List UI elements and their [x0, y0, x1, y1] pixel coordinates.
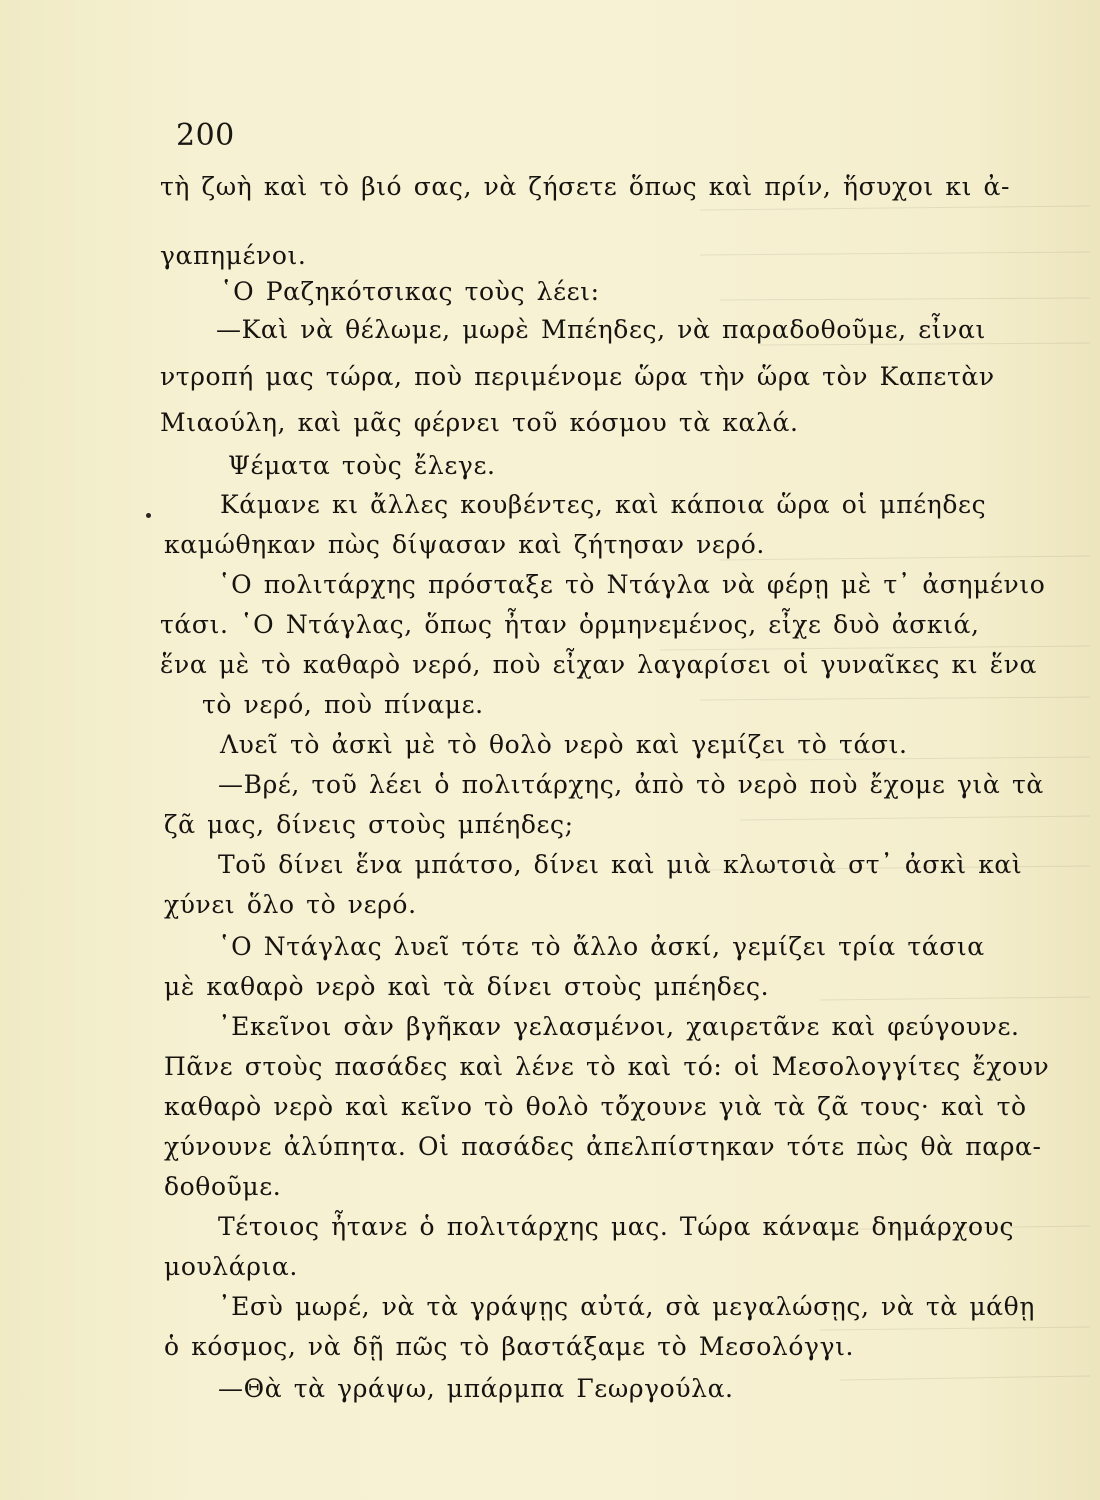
text-line: —Καὶ νὰ θέλωμε, μωρὲ Μπέηδες, νὰ παραδοθοῦμε, εἶναι — [216, 315, 986, 344]
page-number: 200 — [176, 118, 235, 153]
text-line: Τέτοιος ἦτανε ὁ πολιτάρχης μας. Τώρα κάναμε δημάρχους — [218, 1212, 1015, 1241]
text-line: ῾Ο πολιτάρχης πρόσταξε τὸ Ντάγλα νὰ φέρῃ μὲ τ᾽ ἀσημένιο — [218, 570, 1046, 599]
text-line: Τοῦ δίνει ἕνα μπάτσο, δίνει καὶ μιὰ κλωτσιὰ στ᾽ ἀσκὶ καὶ — [218, 850, 1023, 879]
text-line: γαπημένοι. — [160, 241, 307, 270]
ink-speck — [146, 513, 151, 518]
text-line: δοθοῦμε. — [164, 1172, 282, 1201]
text-line: καμώθηκαν πὼς δίψασαν καὶ ζήτησαν νερό. — [164, 530, 765, 559]
text-line: Μιαούλη, καὶ μᾶς φέρνει τοῦ κόσμου τὰ καλά. — [160, 408, 799, 437]
text-line: ἕνα μὲ τὸ καθαρὸ νερό, ποὺ εἶχαν λαγαρίσει οἱ γυναῖκες κι ἕνα — [160, 650, 1037, 679]
text-line: —Βρέ, τοῦ λέει ὁ πολιτάρχης, ἀπὸ τὸ νερὸ ποὺ ἔχομε γιὰ τὰ — [218, 770, 1044, 799]
text-line: καθαρὸ νερὸ καὶ κεῖνο τὸ θολὸ τὄχουνε γιὰ τὰ ζᾶ τους· καὶ τὸ — [164, 1092, 1027, 1121]
text-line: τὸ νερό, ποὺ πίναμε. — [202, 690, 484, 719]
text-line: τὴ ζωὴ καὶ τὸ βιό σας, νὰ ζήσετε ὅπως καὶ πρίν, ἥσυχοι κι ἀ- — [160, 172, 1011, 201]
text-line: ᾽Εκεῖνοι σὰν βγῆκαν γελασμένοι, χαιρετᾶνε καὶ φεύγουνε. — [218, 1012, 1020, 1041]
text-line: Λυεῖ τὸ ἀσκὶ μὲ τὸ θολὸ νερὸ καὶ γεμίζει τὸ τάσι. — [220, 730, 908, 759]
text-line: μουλάρια. — [164, 1252, 298, 1281]
text-line: τάσι. ῾Ο Ντάγλας, ὅπως ἦταν ὁρμηνεμένος, εἶχε δυὸ ἀσκιά, — [160, 610, 980, 639]
text-line: Κάμανε κι ἄλλες κουβέντες, καὶ κάποια ὥρα οἱ μπέηδες — [220, 490, 987, 519]
text-line: ῾Ο Ραζηκότσικας τοὺς λέει: — [220, 277, 600, 306]
text-line: Ψέματα τοὺς ἔλεγε. — [228, 451, 496, 480]
text-line: χύνει ὅλο τὸ νερό. — [164, 890, 417, 919]
text-line: —Θὰ τὰ γράψω, μπάρμπα Γεωργούλα. — [218, 1374, 734, 1403]
text-line: ῾Ο Ντάγλας λυεῖ τότε τὸ ἄλλο ἀσκί, γεμίζει τρία τάσια — [218, 932, 985, 961]
text-line: ντροπή μας τώρα, ποὺ περιμένομε ὥρα τὴν ὥρα τὸν Καπετὰν — [160, 362, 995, 391]
text-line: χύνουνε ἀλύπητα. Οἱ πασάδες ἀπελπίστηκαν τότε πὼς θὰ παρα- — [164, 1132, 1042, 1161]
text-line: ᾽Εσὺ μωρέ, νὰ τὰ γράψῃς αὐτά, σὰ μεγαλώσῃς, νὰ τὰ μάθῃ — [218, 1292, 1035, 1321]
text-line: ὁ κόσμος, νὰ δῇ πῶς τὸ βαστάξαμε τὸ Μεσολόγγι. — [164, 1332, 855, 1361]
text-line: Πᾶνε στοὺς πασάδες καὶ λένε τὸ καὶ τό: οἱ Μεσολογγίτες ἔχουν — [164, 1052, 1050, 1081]
text-line: ζᾶ μας, δίνεις στοὺς μπέηδες; — [164, 810, 574, 839]
text-line: μὲ καθαρὸ νερὸ καὶ τὰ δίνει στοὺς μπέηδες. — [164, 972, 770, 1001]
